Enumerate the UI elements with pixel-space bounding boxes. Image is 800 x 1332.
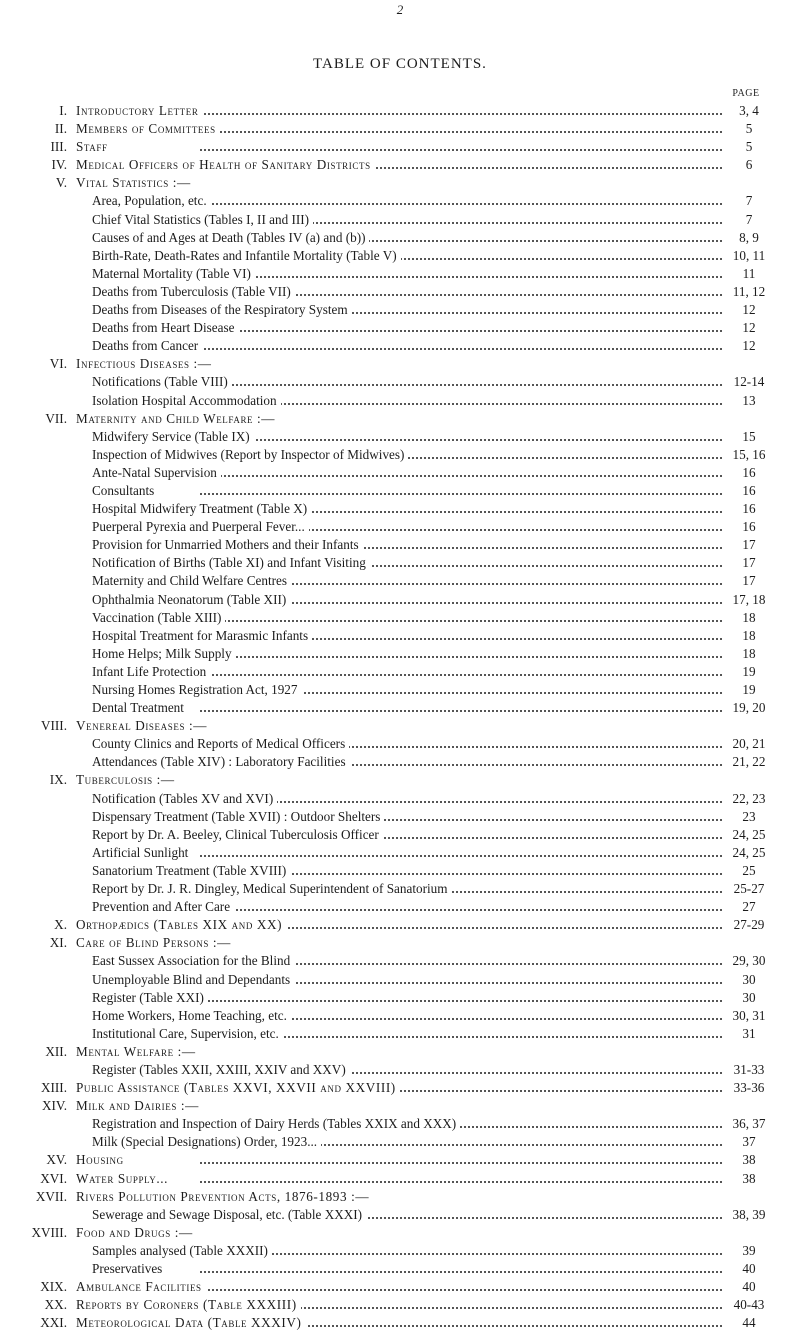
toc-entry-row [0, 627, 800, 645]
toc-section-row [0, 771, 800, 789]
dot-leader [200, 475, 722, 477]
dot-leader [200, 620, 722, 622]
toc-section-row [0, 410, 800, 428]
page-reference: 29, 30 [726, 952, 772, 970]
toc-section-row [0, 120, 800, 138]
entry-title: Hospital Midwifery Treatment (Table X) [92, 500, 311, 518]
dot-leader [200, 656, 722, 658]
toc-section-row [0, 916, 800, 934]
entry-title: Dispensary Treatment (Table XVII) : Outdoor Shelters [92, 808, 384, 826]
entry-title: Milk (Special Designations) Order, 1923... [92, 1133, 321, 1151]
toc-section-row [0, 934, 800, 952]
toc-entry-row [0, 591, 800, 609]
dot-leader [200, 1271, 722, 1273]
entry-title: Unemployable Blind and Dependants [92, 971, 294, 989]
page-reference: 3, 4 [726, 102, 772, 120]
entry-title: Artificial Sunlight [92, 844, 192, 862]
section-number: XIV. [41, 1098, 67, 1114]
dot-leader [200, 348, 722, 350]
toc-entry-row [0, 844, 800, 862]
page-reference: 24, 25 [726, 844, 772, 862]
entry-title: Notifications (Table VIII) [92, 373, 232, 391]
entry-title: Housing [76, 1151, 128, 1169]
toc-entry-row [0, 1133, 800, 1151]
page-reference: 23 [726, 808, 772, 826]
toc-entry-row [0, 862, 800, 880]
toc-entry-row [0, 301, 800, 319]
page-reference: 18 [726, 645, 772, 663]
toc-section-row [0, 1097, 800, 1115]
entry-title: Notification (Tables XV and XVI) [92, 790, 277, 808]
entry-title: Public Assistance (Tables XXVI, XXVII and XXVIII) [76, 1079, 400, 1097]
entry-title: Home Workers, Home Teaching, etc. [92, 1007, 291, 1025]
page-reference: 40 [726, 1278, 772, 1296]
toc-entry-row [0, 1025, 800, 1043]
page-reference: 30 [726, 971, 772, 989]
page-reference: 20, 21 [726, 735, 772, 753]
page-reference: 30, 31 [726, 1007, 772, 1025]
section-number: XXI. [40, 1315, 67, 1331]
page-reference: 19 [726, 663, 772, 681]
page-reference: 16 [726, 464, 772, 482]
toc-section-row [0, 1170, 800, 1188]
toc-section-row [0, 1151, 800, 1169]
page-reference: 17, 18 [726, 591, 772, 609]
page-reference: 5 [726, 120, 772, 138]
dot-leader [200, 149, 722, 151]
entry-title: Chief Vital Statistics (Tables I, II and III) [92, 211, 313, 229]
section-number: XI. [49, 935, 67, 951]
dot-leader [200, 855, 722, 857]
entry-title: Hospital Treatment for Marasmic Infants [92, 627, 312, 645]
dot-leader [200, 439, 722, 441]
entry-title: Food and Drugs :— [76, 1224, 197, 1242]
toc-entry-row [0, 898, 800, 916]
dot-leader [200, 330, 722, 332]
dot-leader [200, 909, 722, 911]
section-number: XVIII. [31, 1224, 67, 1240]
page-reference: 30 [726, 989, 772, 1007]
page-reference: 31-33 [726, 1061, 772, 1079]
toc-entry-row [0, 735, 800, 753]
section-number: IX. [49, 772, 67, 788]
entry-title: Venereal Diseases :— [76, 717, 211, 735]
section-number: V. [55, 175, 67, 191]
entry-title: Rivers Pollution Prevention Acts, 1876-1893 :— [76, 1188, 373, 1206]
toc-entry-row [0, 337, 800, 355]
toc-entry-row [0, 609, 800, 627]
toc-entry-row [0, 392, 800, 410]
entry-title: Puerperal Pyrexia and Puerperal Fever... [92, 518, 309, 536]
toc-entry-row [0, 265, 800, 283]
entry-title: Home Helps; Milk Supply [92, 645, 236, 663]
page-reference: 40 [726, 1260, 772, 1278]
section-number: IV. [51, 157, 67, 173]
toc-entry-row [0, 1242, 800, 1260]
entry-title: Deaths from Diseases of the Respiratory System [92, 301, 352, 319]
dot-leader [200, 493, 722, 495]
page-reference: 22, 23 [726, 790, 772, 808]
page-reference: 12 [726, 301, 772, 319]
page-reference: 38 [726, 1151, 772, 1169]
page-reference: 17 [726, 536, 772, 554]
entry-title: Register (Table XXI) [92, 989, 208, 1007]
page-reference: 40-43 [726, 1296, 772, 1314]
entry-title: Birth-Rate, Death-Rates and Infantile Mortality (Table V) [92, 247, 401, 265]
toc-entry-row [0, 319, 800, 337]
entry-title: Institutional Care, Supervision, etc. [92, 1025, 283, 1043]
entry-title: Samples analysed (Table XXXII) [92, 1242, 272, 1260]
toc-section-row [0, 174, 800, 192]
page-reference: 7 [726, 192, 772, 210]
toc-section-row [0, 156, 800, 174]
dot-leader [200, 710, 722, 712]
entry-title: Consultants [92, 482, 158, 500]
toc-section-row [0, 102, 800, 120]
toc-entry-row [0, 211, 800, 229]
entry-title: Causes of and Ages at Death (Tables IV (a) and (b)) [92, 229, 369, 247]
toc-entry-row [0, 699, 800, 717]
page-reference: 25 [726, 862, 772, 880]
page-reference: 24, 25 [726, 826, 772, 844]
dot-leader [200, 1253, 722, 1255]
entry-title: Sanatorium Treatment (Table XVIII) [92, 862, 290, 880]
toc-entry-row [0, 192, 800, 210]
page-reference: 21, 22 [726, 753, 772, 771]
page-reference: 6 [726, 156, 772, 174]
entry-title: Reports by Coroners (Table XXXIII) [76, 1296, 301, 1314]
section-number: I. [59, 103, 67, 118]
entry-title: Infant Life Protection [92, 663, 210, 681]
section-number: XII. [45, 1043, 67, 1059]
section-number: XX. [44, 1297, 67, 1313]
page-title: TABLE OF CONTENTS. [313, 56, 487, 72]
entry-title: Prevention and After Care [92, 898, 234, 916]
section-number: VI. [49, 356, 67, 372]
entry-title: Report by Dr. A. Beeley, Clinical Tuberculosis Officer [92, 826, 383, 844]
entry-title: Infectious Diseases :— [76, 355, 216, 373]
entry-title: Mental Welfare :— [76, 1043, 200, 1061]
page-reference: 37 [726, 1133, 772, 1151]
dot-leader [200, 384, 722, 386]
page-reference: 15, 16 [726, 446, 772, 464]
toc-entry-row [0, 518, 800, 536]
entry-title: Vital Statistics :— [76, 174, 195, 192]
toc-entry-row [0, 663, 800, 681]
entry-title: Notification of Births (Table XI) and Infant Visiting [92, 554, 370, 572]
page-reference: 13 [726, 392, 772, 410]
dot-leader [200, 113, 722, 115]
entry-title: Dental Treatment [92, 699, 188, 717]
section-number: XVI. [40, 1170, 67, 1186]
dot-leader [200, 1162, 722, 1164]
toc-entry-row [0, 500, 800, 518]
toc-entry-row [0, 428, 800, 446]
page-reference: 19, 20 [726, 699, 772, 717]
page-reference: 15 [726, 428, 772, 446]
toc-entry-row [0, 826, 800, 844]
page-reference: 44 [726, 1314, 772, 1332]
toc-section-row [0, 1043, 800, 1061]
entry-title: Care of Blind Persons :— [76, 934, 235, 952]
entry-title: Isolation Hospital Accommodation [92, 392, 281, 410]
section-number: X. [54, 917, 67, 933]
dot-leader [200, 276, 722, 278]
page-reference: 36, 37 [726, 1115, 772, 1133]
entry-title: Deaths from Heart Disease [92, 319, 238, 337]
page-reference: 11, 12 [726, 283, 772, 301]
entry-title: Milk and Dairies :— [76, 1097, 203, 1115]
toc-entry-row [0, 1115, 800, 1133]
toc-entry-row [0, 554, 800, 572]
toc-entry-row [0, 482, 800, 500]
entry-title: Inspection of Midwives (Report by Inspector of Midwives) [92, 446, 408, 464]
page-reference: 16 [726, 500, 772, 518]
toc-entry-row [0, 1260, 800, 1278]
page-reference: 11 [726, 265, 772, 283]
entry-title: Maternity and Child Welfare Centres [92, 572, 291, 590]
page-reference: 16 [726, 482, 772, 500]
dot-leader [200, 1181, 722, 1183]
toc-entry-row [0, 880, 800, 898]
toc-entry-row [0, 247, 800, 265]
toc-entry-row [0, 1061, 800, 1079]
toc-section-row [0, 1079, 800, 1097]
entry-title: Medical Officers of Health of Sanitary Districts [76, 156, 375, 174]
entry-title: Maternal Mortality (Table VI) [92, 265, 255, 283]
page-reference: 12-14 [726, 373, 772, 391]
toc-section-row [0, 1188, 800, 1206]
section-number: VII. [45, 410, 67, 426]
dot-leader [200, 801, 722, 803]
entry-title: East Sussex Association for the Blind [92, 952, 294, 970]
entry-title: Preservatives [92, 1260, 166, 1278]
page-reference: 33-36 [726, 1079, 772, 1097]
page-reference: 8, 9 [726, 229, 772, 247]
table-of-contents [0, 102, 800, 1332]
entry-title: Ambulance Facilities [76, 1278, 206, 1296]
entry-title: Maternity and Child Welfare :— [76, 410, 279, 428]
section-number: XVII. [35, 1188, 67, 1204]
toc-entry-row [0, 645, 800, 663]
toc-entry-row [0, 790, 800, 808]
entry-title: Report by Dr. J. R. Dingley, Medical Superintendent of Sanatorium [92, 880, 452, 898]
section-number: III. [50, 139, 67, 155]
page-reference: 7 [726, 211, 772, 229]
entry-title: Water Supply... [76, 1170, 172, 1188]
toc-section-row [0, 1314, 800, 1332]
entry-title: Register (Tables XXII, XXIII, XXIV and XXV) [92, 1061, 350, 1079]
page-reference: 25-27 [726, 880, 772, 898]
entry-title: County Clinics and Reports of Medical Officers [92, 735, 349, 753]
page-reference: 18 [726, 609, 772, 627]
toc-section-row [0, 1296, 800, 1314]
toc-entry-row [0, 229, 800, 247]
toc-entry-row [0, 446, 800, 464]
toc-entry-row [0, 989, 800, 1007]
dot-leader [200, 131, 722, 133]
toc-entry-row [0, 373, 800, 391]
entry-title: Sewerage and Sewage Disposal, etc. (Table XXXI) [92, 1206, 366, 1224]
page-reference: 18 [726, 627, 772, 645]
page-reference: 39 [726, 1242, 772, 1260]
toc-entry-row [0, 536, 800, 554]
page-reference: 31 [726, 1025, 772, 1043]
entry-title: Introductory Letter [76, 102, 202, 120]
entry-title: Meteorological Data (Table XXXIV) [76, 1314, 306, 1332]
entry-title: Attendances (Table XIV) : Laboratory Facilities [92, 753, 350, 771]
dot-leader [200, 674, 722, 676]
dot-leader [200, 1289, 722, 1291]
toc-entry-row [0, 753, 800, 771]
page-reference: 27-29 [726, 916, 772, 934]
page-reference: 5 [726, 138, 772, 156]
entry-title: Deaths from Cancer [92, 337, 202, 355]
page-reference: 38, 39 [726, 1206, 772, 1224]
page-reference: 19 [726, 681, 772, 699]
entry-title: Deaths from Tuberculosis (Table VII) [92, 283, 295, 301]
page-reference: 10, 11 [726, 247, 772, 265]
toc-section-row [0, 717, 800, 735]
dot-leader [200, 1000, 722, 1002]
page-number: 2 [396, 2, 404, 17]
entry-title: Registration and Inspection of Dairy Herds (Tables XXIX and XXX) [92, 1115, 460, 1133]
toc-section-row [0, 355, 800, 373]
page-reference: 38 [726, 1170, 772, 1188]
entry-title: Orthopædics (Tables XIX and XX) [76, 916, 286, 934]
section-number: XIX. [40, 1279, 67, 1295]
page-reference: 16 [726, 518, 772, 536]
entry-title: Provision for Unmarried Mothers and their Infants [92, 536, 363, 554]
entry-title: Midwifery Service (Table IX) [92, 428, 254, 446]
section-number: XIII. [41, 1080, 67, 1096]
toc-entry-row [0, 952, 800, 970]
entry-title: Tuberculosis :— [76, 771, 179, 789]
entry-title: Staff [76, 138, 112, 156]
section-number: XV. [46, 1152, 67, 1168]
entry-title: Nursing Homes Registration Act, 1927 [92, 681, 302, 699]
entry-title: Vaccination (Table XIII) [92, 609, 225, 627]
toc-section-row [0, 138, 800, 156]
page-reference: 12 [726, 337, 772, 355]
toc-section-row [0, 1278, 800, 1296]
toc-section-row [0, 1224, 800, 1242]
toc-entry-row [0, 283, 800, 301]
section-number: II. [54, 121, 67, 137]
toc-entry-row [0, 681, 800, 699]
toc-entry-row [0, 1206, 800, 1224]
toc-entry-row [0, 808, 800, 826]
toc-entry-row [0, 1007, 800, 1025]
entry-title: Area, Population, etc. [92, 192, 211, 210]
section-number: VIII. [41, 718, 67, 734]
page-reference: 17 [726, 572, 772, 590]
page-reference: 17 [726, 554, 772, 572]
dot-leader [200, 203, 722, 205]
toc-entry-row [0, 464, 800, 482]
toc-entry-row [0, 971, 800, 989]
page-reference: 12 [726, 319, 772, 337]
entry-title: Ophthalmia Neonatorum (Table XII) [92, 591, 290, 609]
entry-title: Members of Committees [76, 120, 220, 138]
page-reference: 27 [726, 898, 772, 916]
toc-entry-row [0, 572, 800, 590]
entry-title: Ante-Natal Supervision [92, 464, 221, 482]
page-column-header: PAGE [732, 88, 760, 99]
